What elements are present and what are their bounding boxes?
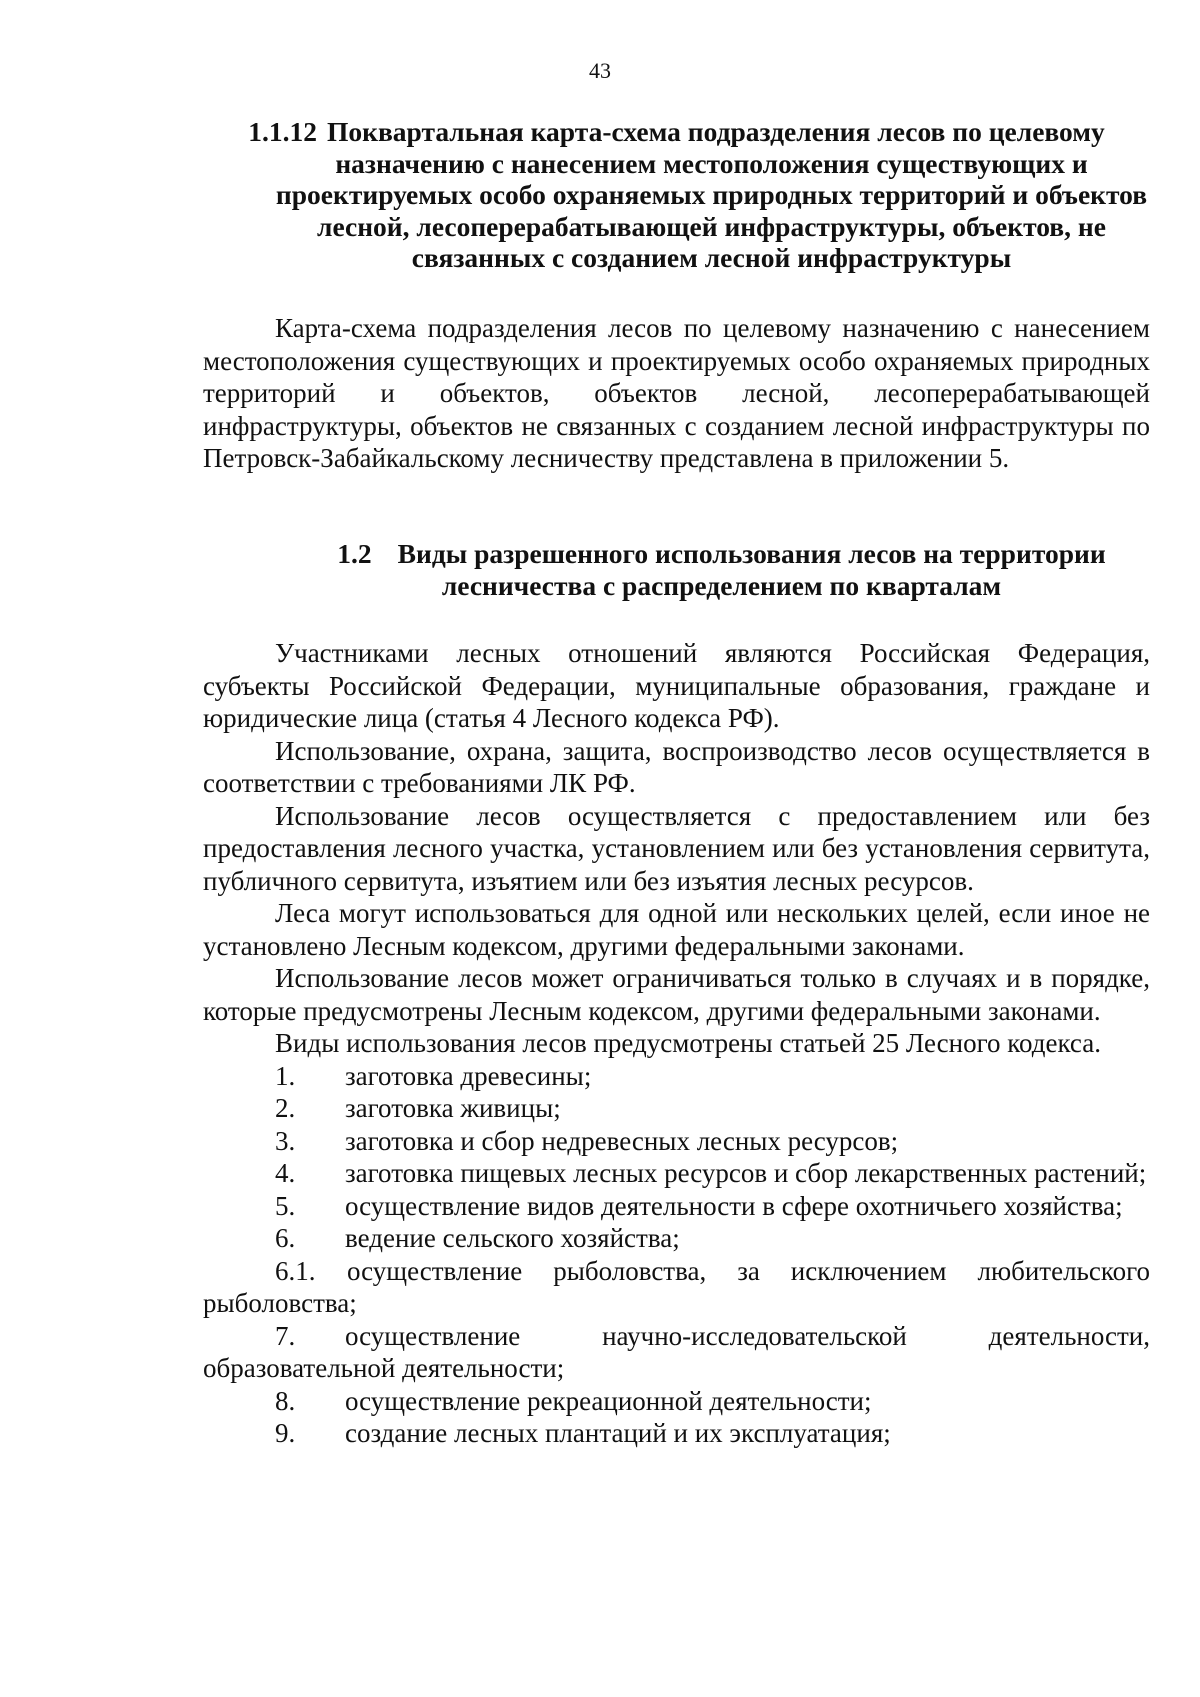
list-item [203,1092,1150,1125]
list-item-text: создание лесных плантаций и их эксплуатация; [345,1418,891,1448]
list-item [203,1190,1150,1223]
heading-line: лесной, лесоперерабатывающей инфраструктуры, объектов, не [317,210,1106,242]
list-item-number: 7. [275,1320,296,1351]
heading-line: проектируемых особо охраняемых природных территорий и объектов [275,179,1148,210]
list-item [203,1125,1150,1158]
paragraph: Участниками лесных отношений являются Российская Федерация, субъекты Российской Федерации, муниципальные образования, граждане и юридические лица (статья 4 Лесного кодекса РФ). [203,638,1150,733]
paragraph: Леса могут использоваться для одной или нескольких целей, если иное не установлено Лесным кодексом, другими федеральными законами. [203,898,1150,961]
heading-line [203,538,1150,570]
list-item [203,1157,1150,1190]
list-item [203,1255,1150,1320]
heading-line [203,116,1150,148]
list-item-number: 1. [275,1060,296,1091]
heading-text: Поквартальная карта-схема подразделения лесов по целевому [326,116,1105,147]
list-item [203,1060,1150,1093]
list-item-number: 2. [275,1093,296,1123]
list-item-text: заготовка и сбор недревесных лесных ресурсов; [345,1125,899,1156]
list-item-number: 6.1. [275,1255,316,1286]
paragraph: Использование лесов может ограничиваться только в случаях и в порядке, которые предусмотрены Лесным кодексом, другими федеральными законами. [203,963,1150,1026]
list-item-number: 9. [275,1418,296,1448]
heading-line: назначению с нанесением местоположения существующих и [335,147,1088,179]
list-item-number: 3. [275,1125,296,1156]
list-item-text: осуществление рыболовства, за исключением любительского рыболовства; [203,1255,1150,1318]
list-item-text: заготовка живицы; [345,1093,561,1123]
section-number: 1.2 [337,538,372,569]
list-item-text: осуществление видов деятельности в сфере охотничьего хозяйства; [345,1190,1123,1221]
list-item-text: осуществление научно-исследовательской деятельности, образовательной деятельности; [203,1320,1150,1383]
list-item-number: 4. [275,1158,296,1188]
section-number: 1.1.12 [248,116,317,147]
section-heading-1-1-12 [203,116,1150,274]
section-1-2-body [203,637,1150,1450]
list-item-text: заготовка пищевых лесных ресурсов и сбор лекарственных растений; [345,1158,1147,1188]
heading-line: лесничества с распределением по кварталам [441,569,1002,601]
list-item-number: 5. [275,1190,296,1221]
paragraph: Виды использования лесов предусмотрены статьей 25 Лесного кодекса. [275,1028,1101,1058]
paragraph: Использование, охрана, защита, воспроизводство лесов осуществляется в соответствии с требованиями ЛК РФ. [203,735,1150,798]
section-1-1-12-body [203,312,1150,475]
list-item [203,1320,1150,1385]
page-number: 43 [589,58,611,83]
list-item-text: ведение сельского хозяйства; [345,1223,680,1253]
paragraph: Использование лесов осуществляется с предоставлением или без предоставления лесного участка, установлением или без установления сервитута, публичного сервитута, изъятием или без изъятия лесных ресурсов. [203,800,1150,896]
heading-text: Виды разрешенного использования лесов на территории [397,538,1106,569]
list-item [203,1222,1150,1255]
list-item [203,1417,1150,1450]
list-item-text: заготовка древесины; [345,1060,592,1091]
list-item-number: 8. [275,1385,296,1416]
list-item-text: осуществление рекреационной деятельности; [345,1385,872,1416]
section-heading-1-2 [203,538,1150,601]
heading-line: связанных с созданием лесной инфраструктуры [411,242,1012,273]
list-item [203,1385,1150,1418]
paragraph: Карта-схема подразделения лесов по целевому назначению с нанесением местоположения существующих и проектируемых особо охраняемых природных территорий и объектов, объектов лесной, лесоперерабатывающей инфраструктуры, объектов не связанных с созданием лесной инфраструктуры по Петровск-Забайкальскому лесничеству представлена в приложении 5. [203,313,1150,473]
list-item-number: 6. [275,1223,296,1253]
